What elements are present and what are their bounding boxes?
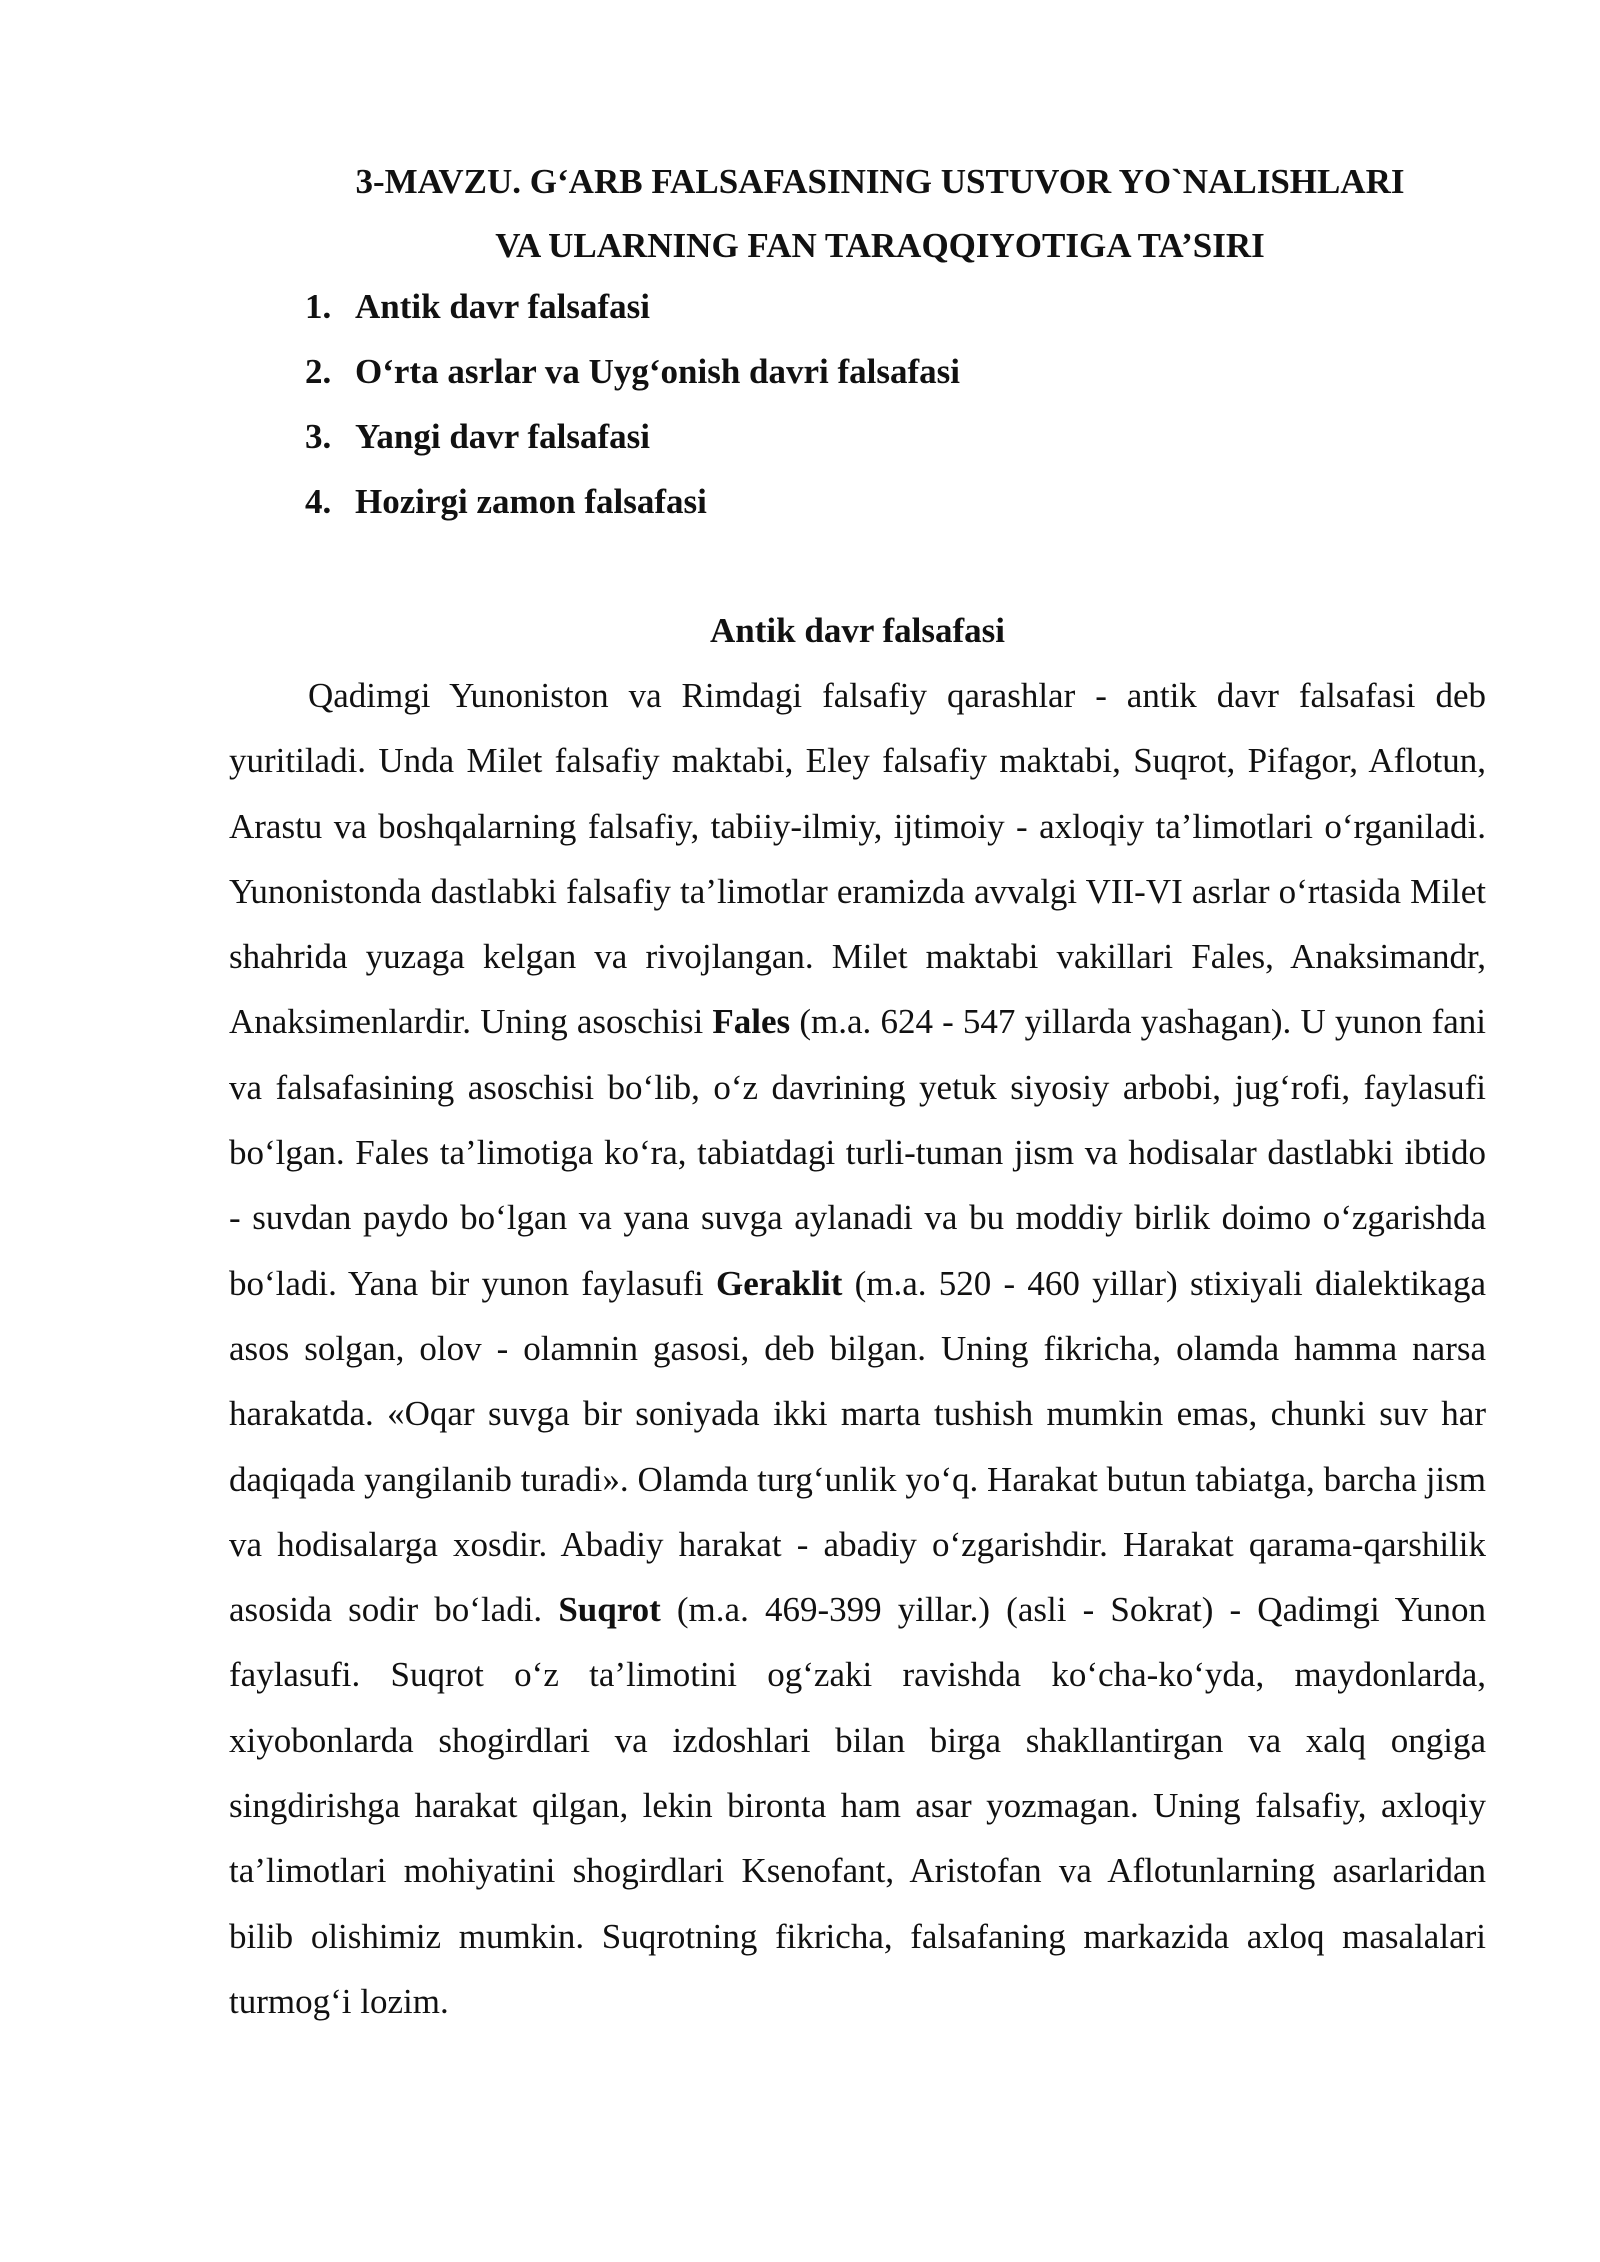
- highlighted-name-suqrot: Suqrot: [558, 1590, 661, 1630]
- paragraph-text-1: Qadimgi Yunoniston va Rimdagi falsafiy qarashlar - antik davr falsafasi deb yuritiladi. Unda Milet falsafiy maktabi, Eley falsafiy maktabi, Suqrot, Pifagor, Aflotun, Arastu va boshqalarning falsafiy, tabiiy-ilmiy, ijtimoiy - axloqiy ta’limotlari o‘rganiladi. Yunonistonda dastlabki falsafiy ta’limotlar eramizda avvalgi VII-VI asrlar o‘rtasida Milet shahrida yuzaga kelgan va rivojlangan. Milet maktabi vakillari Fales, Anaksimandr, Anaksimenlardir. Uning asoschisi: [229, 676, 1486, 1042]
- title-line-2: VA ULARNING FAN TARAQQIYOTIGA TA’SIRI: [495, 226, 1265, 265]
- topic-list-item: [305, 469, 960, 534]
- section-heading: Antik davr falsafasi: [710, 611, 1005, 650]
- topic-number: 2.: [305, 352, 332, 391]
- topic-number: 3.: [305, 417, 332, 456]
- topic-number: 4.: [305, 482, 332, 521]
- paragraph-text-4: (m.a. 469-399 yillar.) (asli - Sokrat) - Qadimgi Yunon faylasufi. Suqrot o‘z ta’limotini og‘zaki ravishda ko‘cha-ko‘yda, maydonlarda, xiyobonlarda shogirdlari va izdoshlari bilan birga shakllantirgan va xalq ongiga singdirishga harakat qilgan, lekin bironta ham asar yozmagan. Uning falsafiy, axloqiy ta’limotlari mohiyatini shogirdlari Ksenofant, Aristofan va Aflotunlarning asarlaridan bilib olishimiz mumkin. Suqrotning fikricha, falsafaning markazida axloq masalalari turmog‘i lozim.: [229, 1590, 1486, 2021]
- topic-label: Hozirgi zamon falsafasi: [355, 482, 707, 521]
- topic-label: O‘rta asrlar va Uyg‘onish davri falsafasi: [355, 352, 961, 391]
- topic-list-item: [305, 404, 960, 469]
- topic-list-item: [305, 274, 960, 339]
- topic-list: [305, 274, 960, 534]
- topic-label: Antik davr falsafasi: [355, 287, 650, 326]
- title-line-1: 3-MAVZU. G‘ARB FALSAFASINING USTUVOR YO`NALISHLARI: [355, 162, 1405, 201]
- paragraph-text-2: (m.a. 624 - 547 yillarda yashagan). U yunon fani va falsafasining asoschisi bo‘lib, o‘z davrining yetuk siyosiy arbobi, jug‘rofi, faylasufi bo‘lgan. Fales ta’limotiga ko‘ra, tabiatdagi turli-tuman jism va hodisalar dastlabki ibtido - suvdan paydo bo‘lgan va yana suvga aylanadi va bu moddiy birlik doimo o‘zgarishda bo‘ladi. Yana bir yunon faylasufi: [229, 1002, 1486, 1303]
- highlighted-name-geraklit: Geraklit: [716, 1263, 843, 1303]
- topic-label: Yangi davr falsafasi: [355, 417, 650, 456]
- document-title: [230, 150, 1530, 278]
- topic-list-item: [305, 339, 960, 404]
- topic-number: 1.: [305, 287, 332, 326]
- body-paragraph: [229, 663, 1486, 2034]
- highlighted-name-fales: Fales: [712, 1002, 791, 1042]
- paragraph-text-3: (m.a. 520 - 460 yillar) stixiyali dialektikaga asos solgan, olov - olamnin gasosi, deb bilgan. Uning fikricha, olamda hamma narsa harakatda. «Oqar suvga bir soniyada ikki marta tushish mumkin emas, chunki suv har daqiqada yangilanib turadi». Olamda turg‘unlik yo‘q. Harakat butun tabiatga, barcha jism va hodisalarga xosdir. Abadiy harakat - abadiy o‘zgarishdir. Harakat qarama-qarshilik asosida sodir bo‘ladi.: [229, 1263, 1486, 1630]
